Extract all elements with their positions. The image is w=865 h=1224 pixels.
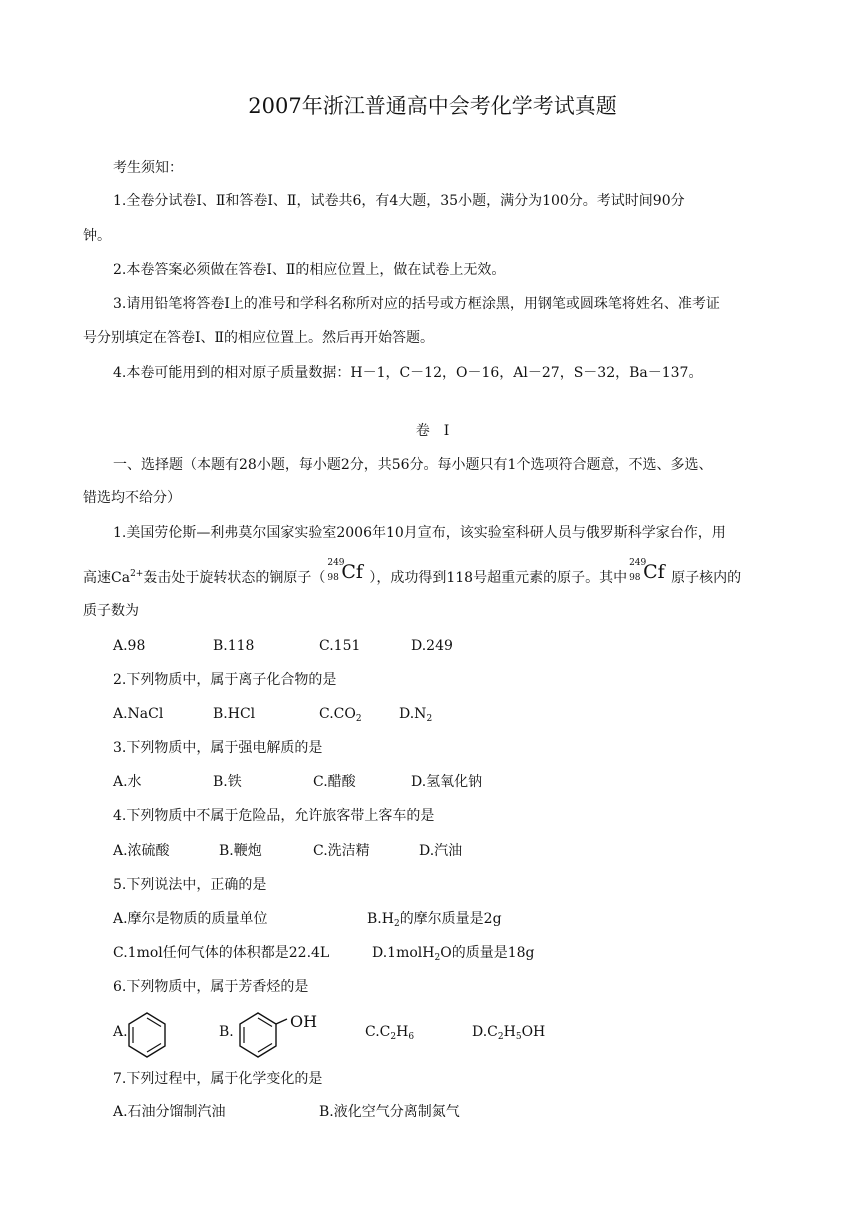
q1-text-c: ），成功得到118号超重元素的原子。其中	[369, 570, 628, 586]
q4-option-a: A.浓硫酸	[113, 843, 170, 859]
q5-stem: 5.下列说法中，正确的是	[113, 877, 267, 893]
hydroxyl-label: OH	[290, 1012, 318, 1031]
nuclide-symbol	[627, 558, 671, 584]
notice-item-3: 3.请用铅笔将答卷Ⅰ上的准号和学科名称所对应的括号或方框涂黑，用钢笔或圆珠笔将姓名、准考证	[113, 296, 720, 312]
notice-item-1: 1.全卷分试卷Ⅰ、Ⅱ和答卷Ⅰ、Ⅱ，试卷共6，有4大题，35小题，满分为100分。考试时间90分	[113, 193, 685, 209]
subscript: 6	[408, 1032, 415, 1042]
mass-number: 249	[629, 558, 647, 568]
q6-stem: 6.下列物质中，属于芳香烃的是	[113, 979, 309, 995]
q5-option-c: C.1mol任何气体的体积都是22.4L	[113, 945, 330, 961]
q5-option-d-text-end: O的质量是18g	[440, 945, 535, 961]
q1-stem: 1.美国劳伦斯—利弗莫尔国家实验室2006年10月宣布，该实验室科研人员与俄罗斯科学家台作，用	[113, 525, 726, 541]
mass-number: 249	[327, 558, 345, 568]
phenol-structure-icon	[235, 1010, 295, 1060]
q6-option-b: B.	[219, 1024, 234, 1040]
subscript: 2	[497, 1032, 504, 1042]
part1-heading-cont: 错选均不给分）	[83, 490, 181, 506]
q4-stem: 4.下列物质中不属于危险品，允许旅客带上客车的是	[113, 808, 435, 824]
element-symbol: Cf	[341, 561, 363, 583]
q2-option-d	[399, 704, 432, 729]
q1-option-d: D.249	[411, 638, 453, 654]
benzene-structure-icon	[124, 1010, 170, 1060]
q6-option-a: A.	[113, 1024, 128, 1040]
ion-charge: 2+	[130, 569, 144, 579]
q1-stem-line3: 质子数为	[83, 603, 139, 619]
subscript: 2	[355, 714, 362, 724]
q7-option-a: A.石油分馏制汽油	[113, 1104, 226, 1120]
page-title: 2007年浙江普通高中会考化学考试真题	[248, 94, 617, 118]
notice-heading: 考生须知：	[113, 160, 183, 176]
notice-item-3-cont: 号分别填定在答卷Ⅰ、Ⅱ的相应位置上。然后再开始答题。	[83, 330, 435, 346]
subscript: 5	[515, 1032, 522, 1042]
q6-option-c	[365, 1022, 414, 1047]
q3-option-c: C.醋酸	[313, 774, 356, 790]
subscript: 2	[426, 714, 433, 724]
q7-option-b: B.液化空气分离制氮气	[319, 1104, 460, 1120]
subscript: 2	[393, 919, 400, 929]
q1-text-a: 高速Ca	[83, 570, 131, 586]
subscript: 2	[390, 1032, 397, 1042]
notice-item-2: 2.本卷答案必须做在答卷Ⅰ、Ⅱ的相应位置上，做在试卷上无效。	[113, 262, 506, 278]
element-symbol: Cf	[643, 561, 665, 583]
q6-option-d-text-end: OH	[521, 1024, 546, 1040]
q1-text-d: 原子核内的	[671, 570, 742, 586]
q1-option-c: C.151	[319, 638, 361, 654]
notice-item-4: 4.本卷可能用到的相对原子质量数据：H－1，C－12，O－16，Al－27，S－32，Ba－137。	[113, 365, 703, 381]
q2-option-a: A.NaCl	[113, 706, 164, 722]
atomic-number: 98	[327, 573, 339, 583]
q5-option-b	[367, 909, 502, 934]
q1-option-b: B.118	[213, 638, 255, 654]
q3-option-b: B.铁	[213, 774, 242, 790]
q3-option-d: D.氢氧化钠	[411, 774, 483, 790]
q5-option-b-text: B.H	[367, 911, 394, 927]
notice-item-1-cont: 钟。	[83, 228, 111, 244]
q5-option-d	[372, 943, 534, 968]
q5-option-b-text-end: 的摩尔质量是2g	[399, 911, 502, 927]
q6-option-d	[472, 1022, 545, 1047]
atomic-number: 98	[629, 573, 641, 583]
q3-stem: 3.下列物质中，属于强电解质的是	[113, 740, 323, 756]
q4-option-b: B.鞭炮	[219, 843, 262, 859]
q1-option-a: A.98	[113, 638, 146, 654]
q6-option-d-text: D.C	[472, 1024, 498, 1040]
nuclide-symbol	[325, 558, 369, 584]
section-title: 卷 Ⅰ	[415, 423, 450, 439]
q5-option-a: A.摩尔是物质的质量单位	[113, 911, 268, 927]
q1-text-b: 轰击处于旋转状态的锎原子（	[143, 570, 326, 586]
q6-option-d-text-mid: H	[503, 1024, 516, 1040]
q4-option-c: C.洗洁精	[313, 843, 370, 859]
q7-stem: 7.下列过程中，属于化学变化的是	[113, 1071, 323, 1087]
q3-option-a: A.水	[113, 774, 142, 790]
q6-option-c-text-mid: H	[396, 1024, 409, 1040]
q2-stem: 2.下列物质中，属于离子化合物的是	[113, 672, 337, 688]
q2-option-c-text: C.CO	[319, 706, 356, 722]
q2-option-b: B.HCl	[213, 706, 256, 722]
q4-option-d: D.汽油	[419, 843, 463, 859]
q2-option-c	[319, 704, 362, 729]
q1-stem-line2	[83, 558, 742, 588]
q6-option-c-text: C.C	[365, 1024, 391, 1040]
q2-option-d-text: D.N	[399, 706, 427, 722]
part1-heading: 一、选择题（本题有28小题，每小题2分，共56分。每小题只有1个选项符合题意，不选、多选、	[113, 457, 713, 473]
subscript: 2	[434, 953, 441, 963]
q5-option-d-text: D.1molH	[372, 945, 435, 961]
